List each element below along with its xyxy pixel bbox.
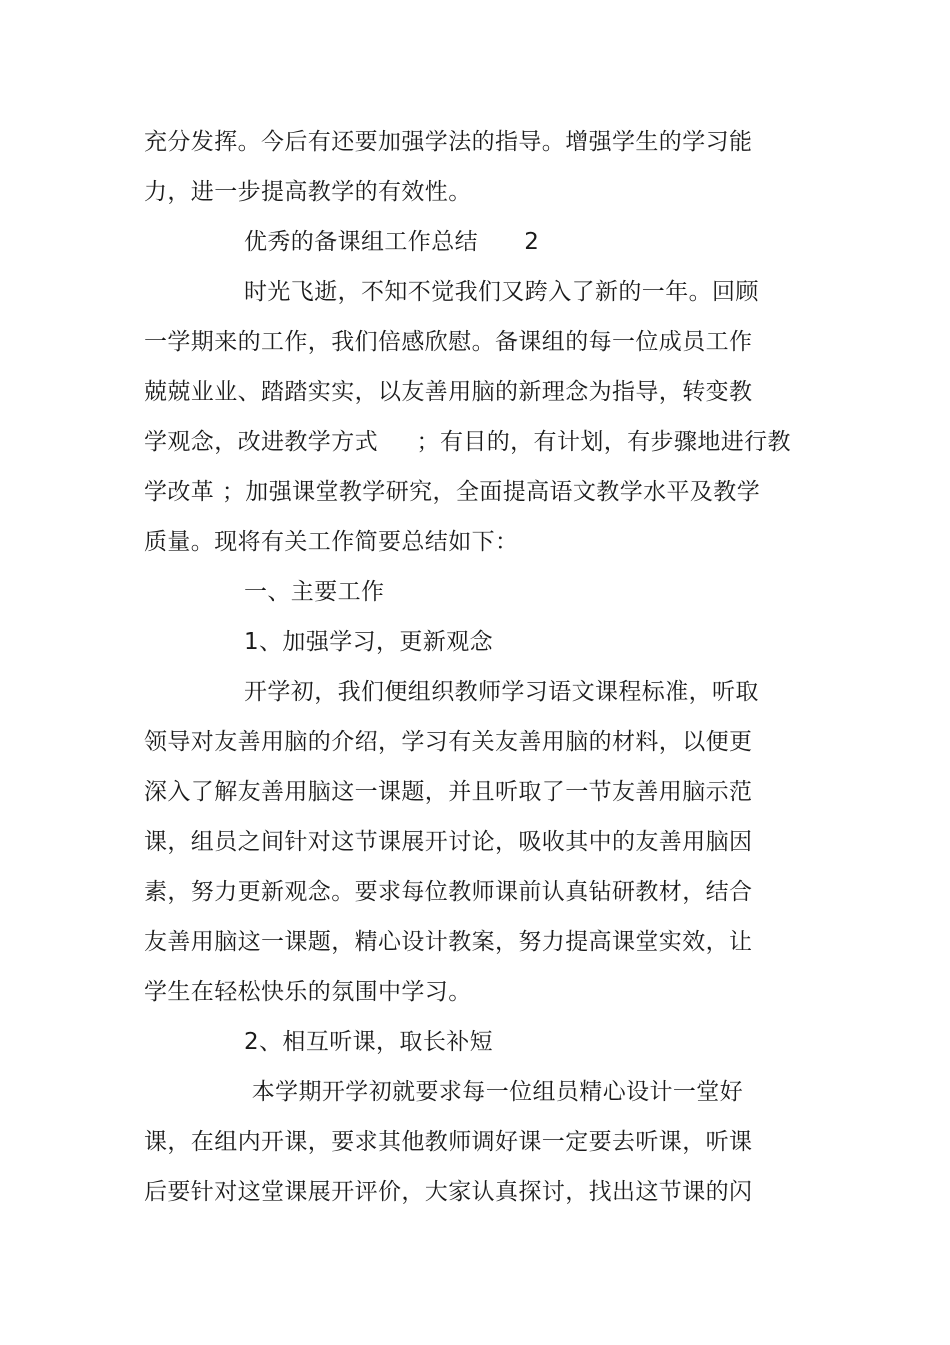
text-line: 兢兢业业、踏踏实实，以友善用脑的新理念为指导，转变教 [144,379,753,405]
text-line: 学观念，改进教学方式 ；有目的，有计划，有步骤地进行教 [144,429,791,455]
text-line: 时光飞逝，不知不觉我们又跨入了新的一年。回顾 [244,279,759,305]
text-line: 后要针对这堂课展开评价，大家认真探讨，找出这节课的闪 [144,1179,753,1205]
text-line: 素，努力更新观念。要求每位教师课前认真钻研教材，结合 [144,879,753,905]
subsection-heading: 2、相互听课，取长补短 [244,1029,494,1055]
section-heading: 一、主要工作 [244,579,385,605]
text-line: 学生在轻松快乐的氛围中学习。 [144,979,472,1005]
text-line: 课，组员之间针对这节课展开讨论，吸收其中的友善用脑因 [144,829,753,855]
section-heading: 优秀的备课组工作总结 2 [244,229,540,255]
text-line: 充分发挥。今后有还要加强学法的指导。增强学生的学习能 [144,129,753,155]
text-line: 课，在组内开课，要求其他教师调好课一定要去听课，听课 [144,1129,753,1155]
text-line: 友善用脑这一课题，精心设计教案，努力提高课堂实效，让 [144,929,753,955]
text-line: 学改革 ；加强课堂教学研究，全面提高语文教学水平及教学 [144,479,761,505]
text-line: 本学期开学初就要求每一位组员精心设计一堂好 [244,1079,744,1105]
text-line: 深入了解友善用脑这一课题，并且听取了一节友善用脑示范 [144,779,753,805]
text-line: 领导对友善用脑的介绍，学习有关友善用脑的材料，以便更 [144,729,753,755]
text-line: 质量。现将有关工作简要总结如下： [144,529,519,555]
text-line: 开学初，我们便组织教师学习语文课程标准，听取 [244,679,759,705]
text-line: 力，进一步提高教学的有效性。 [144,179,472,205]
text-line: 一学期来的工作，我们倍感欣慰。备课组的每一位成员工作 [144,329,753,355]
subsection-heading: 1、加强学习，更新观念 [244,629,494,655]
